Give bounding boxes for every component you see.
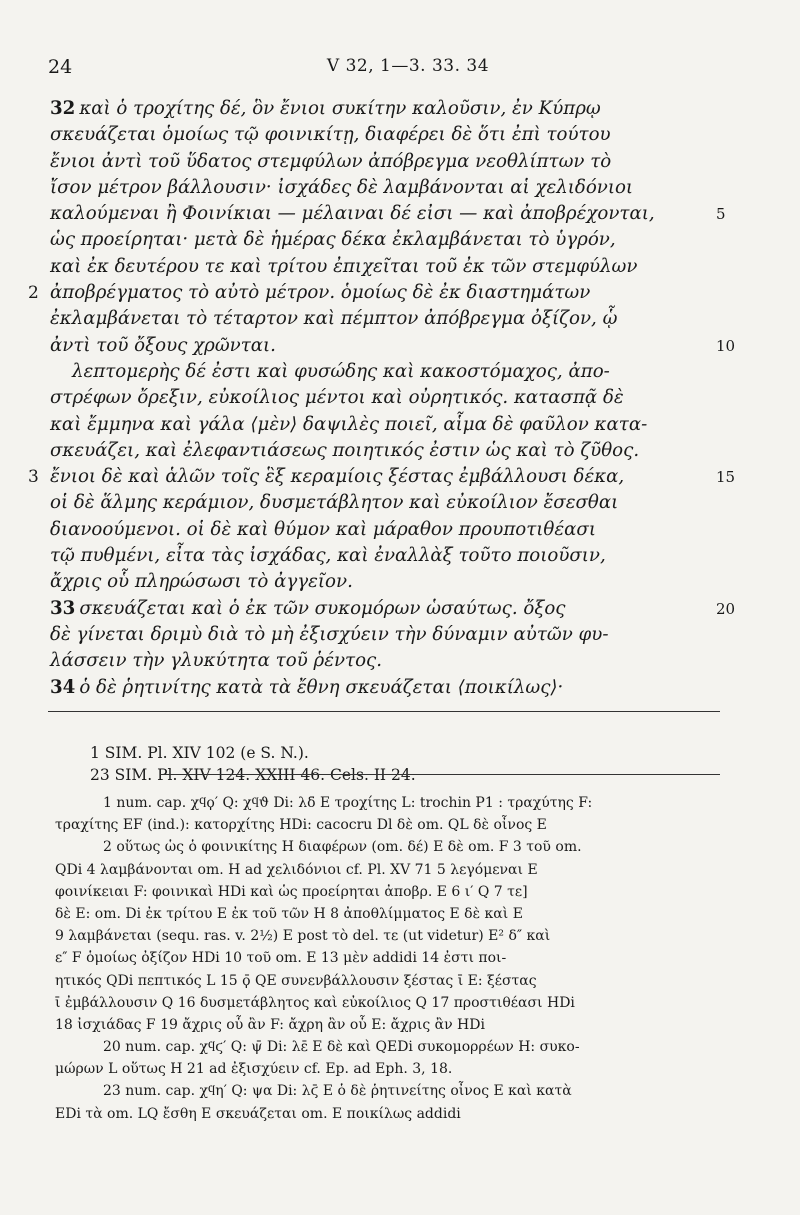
text-line: [50, 122, 710, 148]
line-text: ὁ δὲ ῥητινίτης κατὰ τὰ ἔθνη σκευάζεται ⟨ποικίλως⟩·: [79, 676, 564, 698]
text-line: [50, 175, 710, 201]
apparatus-line: ητικός QDi πεπτικός L 15 ϙ̄ QE συνενβάλλουσιν ξέστας ῑ E: ξέστας: [55, 972, 537, 989]
separator-rule: [48, 711, 720, 712]
text-line: [50, 675, 710, 701]
apparatus-line: 2 οὕτως ὡς ὁ φοινικίτης H διαφέρων (om. δέ) E δὲ om. F 3 τοῦ om.: [103, 839, 582, 856]
chapter-number: 32: [50, 98, 76, 119]
separator-rule: [160, 774, 720, 775]
line-text: ὡς προείρηται· μετὰ δὲ ἡμέρας δέκα ἐκλαμβάνεται τὸ ὑγρόν,: [50, 229, 616, 251]
text-line: [50, 517, 710, 543]
line-text: λάσσειν τὴν γλυκύτητα τοῦ ῥέντος.: [50, 650, 383, 672]
critical-apparatus: [55, 792, 735, 1125]
page-header: [48, 56, 768, 82]
text-line: [50, 96, 710, 122]
testimonium-line: 23 SIM. Pl. XIV 124. XXIII 46. Cels. II 24.: [90, 766, 416, 784]
text-line: [50, 359, 710, 385]
line-text: καὶ ἔμμηνα καὶ γάλα ⟨μὲν⟩ δαψιλὲς ποιεῖ, αἷμα δὲ φαῦλον κατα-: [50, 413, 648, 435]
text-line: [50, 149, 710, 175]
line-number: 10: [716, 336, 736, 355]
line-text: ἔνιοι ἀντὶ τοῦ ὕδατος στεμφύλων ἀπόβρεγμα νεοθλίπτων τὸ: [50, 150, 612, 172]
text-line: [50, 622, 710, 648]
line-text: ἔνιοι δὲ καὶ ἁλῶν τοῖς ἓξ κεραμίοις ξέστας ἐμβάλλουσι δέκα,: [50, 466, 625, 488]
line-text: σκευάζει, καὶ ἐλεφαντιάσεως ποιητικός ἐστιν ὡς καὶ τὸ ζῦθος.: [50, 439, 640, 461]
text-line: [50, 201, 726, 227]
line-text: ἴσον μέτρον βάλλουσιν· ἰσχάδες δὲ λαμβάνονται αἱ χελιδόνιοι: [50, 176, 634, 198]
apparatus-line: 23 num. cap. χϥη′ Q: ψα Di: λϛ̄ E ὁ δὲ ῥητινείτης οἶνος E καὶ κατὰ: [103, 1083, 572, 1100]
line-text: καὶ ἐκ δευτέρου τε καὶ τρίτου ἐπιχεῖται τοῦ ἐκ τῶν στεμφύλων: [50, 255, 638, 277]
apparatus-line: ε″ F ὁμοίως ὀξίζον HDi 10 τοῦ om. E 13 μὲν addidi 14 ἐστι ποι-: [55, 950, 507, 967]
apparatus-line: τραχίτης EF (ind.): κατορχίτης HDi: cacocru Dl δὲ om. QL δὲ οἶνος E: [55, 817, 547, 834]
section-number: 3: [28, 467, 39, 488]
apparatus-line: δὲ E: om. Di ἐκ τρίτου E ἐκ τοῦ τῶν H 8 ἀποθλίμματος E δὲ καὶ E: [55, 905, 523, 922]
text-line: [50, 543, 710, 569]
line-text: στρέφων ὄρεξιν, εὐκοίλιος μέντοι καὶ οὐρητικός. κατασπᾷ δὲ: [50, 387, 624, 409]
apparatus-line: 18 ἰσχιάδας F 19 ἄχρις οὗ ἂν F: ἄχρη ἂν οὗ E: ἄχρις ἂν HDi: [55, 1016, 485, 1033]
line-number: 5: [716, 205, 726, 224]
text-line: [50, 254, 710, 280]
line-text: ἀντὶ τοῦ ὄξους χρῶνται.: [50, 334, 276, 356]
apparatus-line: ῑ ἐμβάλλουσιν Q 16 δυσμετάβλητος καὶ εὐκοίλιος Q 17 προστιθέασι HDi: [55, 994, 575, 1011]
text-line: [50, 596, 736, 622]
text-line: [50, 569, 710, 595]
testimonium-line: 1 SIM. Pl. XIV 102 (e S. N.).: [90, 744, 309, 762]
running-title: V 32, 1—3. 33. 34: [326, 56, 490, 76]
text-line: [50, 227, 710, 253]
line-text: σκευάζεται καὶ ὁ ἐκ τῶν συκομόρων ὡσαύτως. ὄξος: [79, 597, 566, 619]
apparatus-line: 9 λαμβάνεται (sequ. ras. v. 2½) E post τὸ del. τε (ut videtur) E² δ″ καὶ: [55, 928, 551, 945]
text-line: [50, 490, 710, 516]
page-number: 24: [48, 56, 73, 78]
main-text: [28, 96, 736, 701]
line-text: οἱ δὲ ἅλμης κεράμιον, δυσμετάβλητον καὶ εὐκοίλιον ἔσεσθαι: [50, 492, 619, 514]
text-line: [50, 412, 710, 438]
line-text: λεπτομερὴς δέ ἐστι καὶ φυσώδης καὶ κακοστόμαχος, ἀπο-: [72, 360, 610, 382]
apparatus-line: EDi τὰ om. LQ ἔσθη E σκευάζεται om. E ποικίλως addidi: [55, 1105, 461, 1122]
text-line: [28, 280, 710, 306]
line-number: 15: [716, 468, 736, 487]
text-line: [50, 385, 710, 411]
line-text: ἄχρις οὗ πληρώσωσι τὸ ἀγγεῖον.: [50, 571, 353, 593]
line-text: τῷ πυθμένι, εἶτα τὰς ἰσχάδας, καὶ ἐναλλὰξ τοῦτο ποιοῦσιν,: [50, 545, 606, 567]
text-line: [50, 648, 710, 674]
line-text: καλούμεναι ἢ Φοινίκιαι — μέλαιναι δέ εἰσι — καὶ ἀποβρέχονται,: [50, 203, 655, 225]
chapter-number: 34: [50, 676, 76, 698]
testimonia: [90, 742, 710, 786]
section-number: 2: [28, 283, 39, 304]
line-text: ἀποβρέγματος τὸ αὐτὸ μέτρον. ὁμοίως δὲ ἐκ διαστημάτων: [50, 282, 591, 304]
text-line: [50, 333, 736, 359]
apparatus-line: QDi 4 λαμβάνονται om. H ad χελιδόνιοι cf. Pl. XV 71 5 λεγόμεναι E: [55, 861, 538, 878]
text-line: [28, 464, 736, 490]
text-line: [50, 438, 710, 464]
line-text: δὲ γίνεται δριμὺ διὰ τὸ μὴ ἐξισχύειν τὴν δύναμιν αὐτῶν φυ-: [50, 623, 609, 645]
line-number: 20: [716, 599, 736, 618]
apparatus-line: 1 num. cap. χϥϙ′ Q: χϥϑ Di: λδ̄ E τροχίτης L: trochin P1 : τραχύτης F:: [103, 795, 593, 811]
line-text: καὶ ὁ τροχίτης δέ, ὃν ἔνιοι συκίτην καλοῦσιν, ἐν Κύπρῳ: [79, 98, 601, 119]
line-text: ἐκλαμβάνεται τὸ τέταρτον καὶ πέμπτον ἀπόβρεγμα ὀξίζον, ᾧ: [50, 308, 618, 330]
text-line: [50, 306, 710, 332]
apparatus-line: 20 num. cap. χϥϛ′ Q: ψ̄ Di: λε̄ E δὲ καὶ QEDi συκομορρέων H: συκο-: [103, 1039, 580, 1056]
apparatus-line: μώρων L οὕτως H 21 ad ἐξισχύειν cf. Ep. ad Eph. 3, 18.: [55, 1061, 453, 1078]
line-text: διανοούμενοι. οἱ δὲ καὶ θύμον καὶ μάραθον προυποτιθέασι: [50, 518, 596, 540]
apparatus-line: φοινίκειαι F: φοινικαὶ HDi καὶ ὡς προείρηται ἀποβρ. E 6 ι′ Q 7 τε]: [55, 883, 528, 900]
chapter-number: 33: [50, 597, 76, 619]
line-text: σκευάζεται ὁμοίως τῷ φοινικίτῃ, διαφέρει δὲ ὅτι ἐπὶ τούτου: [50, 124, 611, 146]
